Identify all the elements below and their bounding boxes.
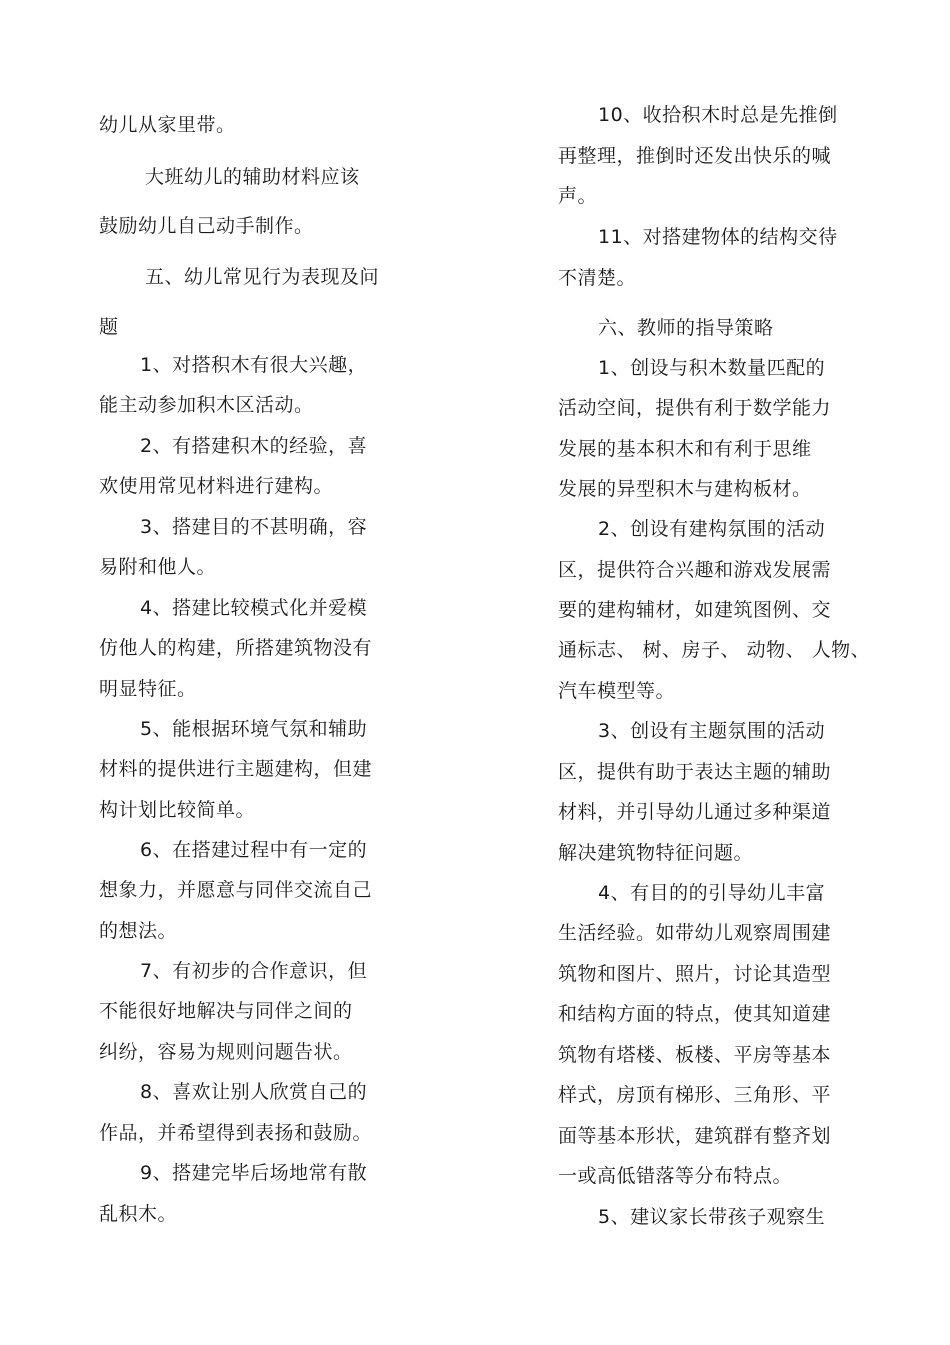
- paragraph-line: 筑物有塔楼、板楼、平房等基本: [558, 1044, 832, 1066]
- paragraph-line: 易附和他人。: [99, 556, 217, 578]
- paragraph-line: 声。: [558, 185, 598, 207]
- paragraph-line: 4、有目的的引导幼儿丰富: [598, 882, 826, 904]
- paragraph-line: 构计划比较简单。: [99, 799, 256, 821]
- paragraph-line: 明显特征。: [99, 678, 197, 700]
- paragraph-line: 发展的基本积木和有利于思维: [558, 438, 812, 460]
- paragraph-line: 欢使用常见材料进行建构。: [99, 475, 334, 497]
- paragraph-line: 乱积木。: [99, 1203, 178, 1225]
- section-heading: 题: [99, 316, 119, 338]
- paragraph-line: 3、搭建目的不甚明确，容: [140, 516, 368, 538]
- paragraph-line: 纠纷，容易为规则问题告状。: [99, 1041, 353, 1063]
- paragraph-line: 4、搭建比较模式化并爱模: [140, 597, 368, 619]
- paragraph-line: 10、收拾积木时总是先推倒: [598, 104, 838, 126]
- paragraph-line: 5、建议家长带孩子观察生: [598, 1206, 826, 1228]
- section-heading: 五、幼儿常见行为表现及问: [145, 266, 380, 288]
- paragraph-line: 想象力，并愿意与同伴交流自己: [99, 879, 373, 901]
- paragraph-line: 汽车模型等。: [558, 680, 676, 702]
- paragraph-line: 不清楚。: [558, 267, 637, 289]
- paragraph-line: 材料的提供进行主题建构，但建: [99, 758, 373, 780]
- paragraph-line: 仿他人的构建，所搭建筑物没有: [99, 637, 373, 659]
- paragraph-line: 11、对搭建物体的结构交待: [598, 226, 838, 248]
- paragraph-line: 3、创设有主题氛围的活动: [598, 720, 826, 742]
- paragraph-line: 筑物和图片、照片，讨论其造型: [558, 963, 832, 985]
- paragraph-line: 样式，房顶有梯形、三角形、平: [558, 1084, 832, 1106]
- paragraph-line: 不能很好地解决与同伴之间的: [99, 1000, 353, 1022]
- paragraph-line: 9、搭建完毕后场地常有散: [140, 1162, 368, 1184]
- paragraph-line: 7、有初步的合作意识，但: [140, 960, 368, 982]
- paragraph-line: 8、喜欢让别人欣赏自己的: [140, 1081, 368, 1103]
- paragraph-line: 2、有搭建积木的经验，喜: [140, 435, 368, 457]
- paragraph-line: 要的建构辅材，如建筑图例、交: [558, 599, 832, 621]
- paragraph-line: 1、创设与积木数量匹配的: [598, 357, 826, 379]
- section-heading: 六、教师的指导策略: [598, 317, 774, 339]
- paragraph-line: 能主动参加积木区活动。: [99, 394, 314, 416]
- paragraph-line: 5、能根据环境气氛和辅助: [140, 718, 368, 740]
- paragraph-line: 和结构方面的特点，使其知道建: [558, 1003, 832, 1025]
- paragraph-line: 材料，并引导幼儿通过多种渠道: [558, 801, 832, 823]
- paragraph-line: 再整理，推倒时还发出快乐的喊: [558, 145, 832, 167]
- paragraph-line: 活动空间，提供有利于数学能力: [558, 397, 832, 419]
- paragraph-line: 通标志、 树、房子、 动物、 人物、: [558, 639, 871, 661]
- paragraph-line: 大班幼儿的辅助材料应该: [145, 166, 360, 188]
- paragraph-line: 2、创设有建构氛围的活动: [598, 518, 826, 540]
- paragraph-line: 面等基本形状，建筑群有整齐划: [558, 1125, 832, 1147]
- paragraph-line: 6、在搭建过程中有一定的: [140, 839, 368, 861]
- paragraph-line: 一或高低错落等分布特点。: [558, 1165, 793, 1187]
- paragraph-line: 发展的异型积木与建构板材。: [558, 478, 812, 500]
- paragraph-line: 的想法。: [99, 920, 178, 942]
- paragraph-line: 1、对搭积木有很大兴趣，: [140, 354, 368, 376]
- paragraph-line: 生活经验。如带幼儿观察周围建: [558, 922, 832, 944]
- paragraph-line: 作品，并希望得到表扬和鼓励。: [99, 1122, 373, 1144]
- paragraph-line: 解决建筑物特征问题。: [558, 842, 754, 864]
- paragraph-line: 鼓励幼儿自己动手制作。: [99, 215, 314, 237]
- paragraph-line: 区，提供符合兴趣和游戏发展需: [558, 559, 832, 581]
- paragraph-line: 幼儿从家里带。: [99, 114, 236, 136]
- paragraph-line: 区，提供有助于表达主题的辅助: [558, 761, 832, 783]
